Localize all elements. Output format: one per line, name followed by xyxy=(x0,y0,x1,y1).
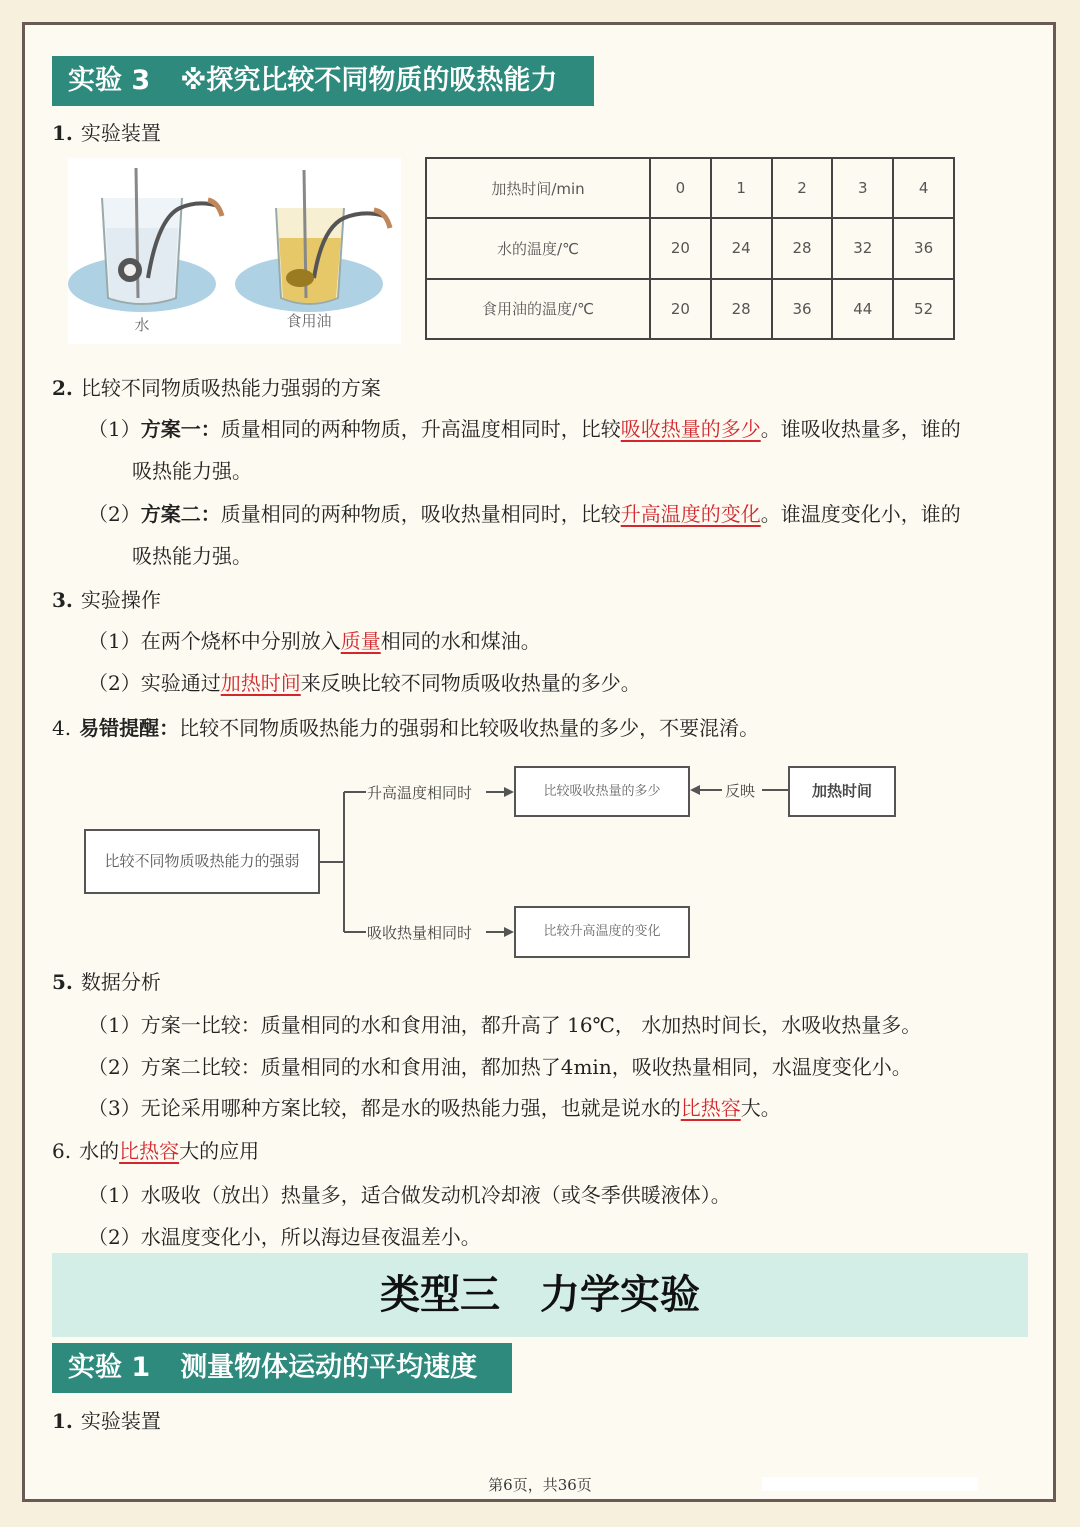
section-title: 实验装置 xyxy=(80,121,161,145)
plan-text: 质量相同的两种物质，升高温度相同时，比较 xyxy=(220,417,621,441)
section-number: 1. xyxy=(52,1409,73,1433)
branch-label-top: 升高温度相同时 xyxy=(367,784,473,802)
application-1-line xyxy=(88,1179,731,1208)
footer-white-strip xyxy=(762,1477,978,1491)
item-index: （1） xyxy=(88,1013,141,1037)
table-cell: 24 xyxy=(711,218,772,278)
item-text: 水温度变化小，所以海边昼夜温差小。 xyxy=(140,1225,481,1249)
analysis-1-line xyxy=(88,1009,921,1038)
table-row-label: 食用油的温度/℃ xyxy=(426,279,650,339)
section-number: 1. xyxy=(52,121,73,145)
section-title: 水的 xyxy=(79,1139,120,1163)
plan-title: 方案一： xyxy=(140,417,221,441)
plan-text: 。谁温度变化小，谁的 xyxy=(760,502,961,526)
section-6-heading xyxy=(52,1135,259,1164)
section-number: 6. xyxy=(52,1139,72,1163)
plan-title: 方案二： xyxy=(140,502,221,526)
item-index: （1） xyxy=(88,417,141,441)
exp1-section-1-heading xyxy=(52,1405,161,1434)
experiment-1-banner xyxy=(52,1343,512,1393)
flow-box-compare-heat: 比较吸收热量的多少 xyxy=(514,766,690,817)
warning-title: 易错提醒： xyxy=(79,716,180,740)
analysis-3-line xyxy=(88,1092,781,1121)
flow-main-box: 比较不同物质吸热能力的强弱 xyxy=(84,829,320,894)
item-index: （2） xyxy=(88,502,141,526)
item-text: 水吸收（放出）热量多，适合做发动机冷却液（或冬季供暖液体）。 xyxy=(140,1183,731,1207)
experiment-title: 测量物体运动的平均速度 xyxy=(180,1352,478,1383)
table-header-cell: 加热时间/min xyxy=(426,158,650,218)
table-cell: 44 xyxy=(832,279,893,339)
fill-in-answer: 吸收热量的多少 xyxy=(620,417,761,441)
plan-text: 。谁吸收热量多，谁的 xyxy=(760,417,961,441)
table-cell: 20 xyxy=(650,218,711,278)
table-cell: 28 xyxy=(711,279,772,339)
flow-box-heat-time: 加热时间 xyxy=(788,766,896,817)
section-title: 实验装置 xyxy=(80,1409,161,1433)
table-cell: 32 xyxy=(832,218,893,278)
application-2-line xyxy=(88,1221,481,1250)
item-index: （3） xyxy=(88,1096,141,1120)
fill-in-answer: 升高温度的变化 xyxy=(620,502,761,526)
table-cell: 3 xyxy=(832,158,893,218)
label-water: 水 xyxy=(134,316,150,334)
item-index: （1） xyxy=(88,629,141,653)
page-number-footer: 第6页，共36页 xyxy=(488,1476,592,1494)
table-row-label: 水的温度/℃ xyxy=(426,218,650,278)
section-number: 2. xyxy=(52,376,73,400)
experiment-title: ※探究比较不同物质的吸热能力 xyxy=(180,65,558,96)
table-cell: 52 xyxy=(893,279,954,339)
section-number: 4. xyxy=(52,716,72,740)
table-cell: 36 xyxy=(893,218,954,278)
section-5-heading xyxy=(52,966,161,995)
table-cell: 4 xyxy=(893,158,954,218)
section-title: 实验操作 xyxy=(80,588,161,612)
plan-text: 质量相同的两种物质，吸收热量相同时，比较 xyxy=(220,502,621,526)
fill-in-answer: 质量 xyxy=(340,629,381,653)
table-cell: 2 xyxy=(772,158,833,218)
item-text: 在两个烧杯中分别放入 xyxy=(140,629,341,653)
item-text: 大。 xyxy=(740,1096,781,1120)
reflect-label: 反映 xyxy=(725,782,756,800)
table-cell: 20 xyxy=(650,279,711,339)
item-text: 方案二比较：质量相同的水和食用油，都加热了4min，吸收热量相同，水温度变化小。 xyxy=(140,1055,912,1079)
table-cell: 36 xyxy=(772,279,833,339)
branch-label-bottom: 吸收热量相同时 xyxy=(367,924,473,942)
section-title: 数据分析 xyxy=(80,970,161,994)
item-text: 方案一比较：质量相同的水和食用油，都升高了 16℃， 水加热时间长，水吸收热量多。 xyxy=(140,1013,922,1037)
section-number: 5. xyxy=(52,970,73,994)
plan-2-continued: 吸热能力强。 xyxy=(132,544,252,568)
label-oil: 食用油 xyxy=(286,312,332,330)
table-cell: 28 xyxy=(772,218,833,278)
fill-in-answer: 比热容 xyxy=(119,1139,180,1163)
experiment-number: 实验 3 xyxy=(68,65,151,96)
warning-text: 比较不同物质吸热能力的强弱和比较吸收热量的多少，不要混淆。 xyxy=(179,716,760,740)
item-text: 实验通过 xyxy=(140,671,221,695)
item-index: （2） xyxy=(88,1055,141,1079)
item-text: 来反映比较不同物质吸收热量的多少。 xyxy=(300,671,641,695)
experiment-number: 实验 1 xyxy=(68,1352,151,1383)
fill-in-answer: 比热容 xyxy=(680,1096,741,1120)
plan-1-continued: 吸热能力强。 xyxy=(132,459,252,483)
table-cell: 1 xyxy=(711,158,772,218)
table-cell: 0 xyxy=(650,158,711,218)
item-text: 相同的水和煤油。 xyxy=(380,629,541,653)
type-3-banner: 类型三 力学实验 xyxy=(52,1253,1028,1337)
item-index: （2） xyxy=(88,1225,141,1249)
item-index: （1） xyxy=(88,1183,141,1207)
item-text: 无论采用哪种方案比较，都是水的吸热能力强，也就是说水的 xyxy=(140,1096,681,1120)
item-index: （2） xyxy=(88,671,141,695)
flow-box-compare-temp: 比较升高温度的变化 xyxy=(514,906,690,958)
section-title: 大的应用 xyxy=(179,1139,260,1163)
fill-in-answer: 加热时间 xyxy=(220,671,301,695)
section-number: 3. xyxy=(52,588,73,612)
section-title: 比较不同物质吸热能力强弱的方案 xyxy=(80,376,381,400)
analysis-2-line xyxy=(88,1051,912,1080)
